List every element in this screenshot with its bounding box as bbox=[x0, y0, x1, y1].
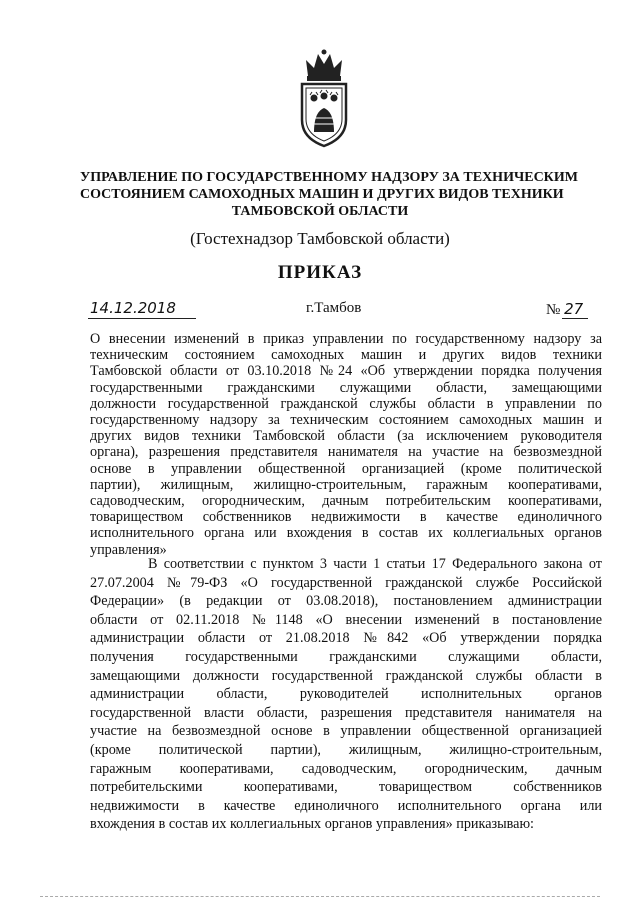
body-line: области от 02.11.2018 №1148 «О внесении изменений в постановление bbox=[90, 611, 602, 628]
subject-line: государственными гражданскими служащими области, замещающими bbox=[90, 379, 602, 396]
subject-line: техническим состоянием самоходных машин и других видов техники bbox=[90, 347, 602, 364]
body-line: 27.07.2004 №79-ФЗ «О государственной гражданской службе Российской bbox=[90, 574, 602, 591]
page-bottom-divider bbox=[40, 896, 600, 897]
document-subject bbox=[90, 331, 602, 558]
body-line: государственной власти области, разрешения представителя нанимателя на bbox=[90, 704, 602, 721]
body-line: вхождения в состав их коллегиальных органов управления» приказываю: bbox=[90, 816, 534, 833]
subject-line: товариществом собственников недвижимости в качестве единоличного bbox=[90, 509, 602, 526]
organization-name-line: СОСТОЯНИЕМ САМОХОДНЫХ МАШИН И ДРУГИХ ВИДОВ ТЕХНИКИ bbox=[80, 187, 564, 202]
coat-of-arms-tambov-emblem bbox=[296, 46, 352, 150]
body-line: В соответствии с пунктом 3 части 1 статьи 17 Федерального закона от bbox=[148, 556, 602, 572]
subject-line: должности государственной гражданской службы области в управлении по bbox=[90, 395, 602, 412]
subject-line: исполнительного органа или вхождения в состав их коллегиальных органов bbox=[90, 525, 602, 542]
number-underline bbox=[562, 318, 588, 319]
subject-line: садоводческим, огородническим, дачным потребительским кооперативами, bbox=[90, 493, 602, 510]
document-body bbox=[90, 555, 602, 834]
subject-line: О внесении изменений в приказ управлении по государственному надзору за bbox=[90, 331, 602, 347]
body-line: Федерации» (в редакции от 03.08.2018), постановлением администрации bbox=[90, 593, 602, 610]
body-line: администрации области от 21.08.2018 №842 «Об утверждении порядка bbox=[90, 630, 602, 647]
body-line: замещающими должности государственной гражданской службы области в bbox=[90, 667, 602, 684]
number-prefix: № bbox=[546, 302, 561, 318]
subject-line: других видов техники Тамбовской области (за исключением руководителя bbox=[90, 428, 602, 445]
organization-name-line: УПРАВЛЕНИЕ ПО ГОСУДАРСТВЕННОМУ НАДЗОРУ ЗА ТЕХНИЧЕСКИМ bbox=[80, 170, 578, 185]
document-city: г.Тамбов bbox=[306, 300, 362, 316]
body-line: (кроме политической партии), жилищным, жилищно-строительным, bbox=[90, 741, 602, 758]
subject-line: партии), жилищным, жилищно-строительным, гаражным кооперативами, bbox=[90, 476, 602, 493]
date-underline bbox=[88, 318, 196, 319]
number-value: 27 bbox=[564, 300, 584, 318]
body-line: участие на безвозмездной основе в управлении общественной организацией bbox=[90, 723, 602, 740]
subject-line: основе в управлении общественной организацией (кроме политической bbox=[90, 460, 602, 477]
body-line: недвижимости в качестве единоличного исполнительного органа или bbox=[90, 797, 602, 814]
subject-line: Тамбовской области от 03.10.2018 №24 «Об утверждении порядка получения bbox=[90, 363, 602, 380]
body-line: потребительскими кооперативами, товариществом собственников bbox=[90, 779, 602, 796]
organization-name bbox=[80, 169, 578, 220]
organization-name-line: ТАМБОВСКОЙ ОБЛАСТИ bbox=[231, 204, 409, 219]
subject-line: управления» bbox=[90, 541, 167, 558]
subject-line: государственному надзору за техническим состоянием самоходных машин и bbox=[90, 412, 602, 429]
document-number bbox=[546, 300, 583, 319]
document-type-title: ПРИКАЗ bbox=[277, 262, 363, 283]
body-line: гаражным кооперативами, садоводческим, огородническим, дачным bbox=[90, 760, 602, 777]
subject-line: органа), разрешения представителя нанимателя на участие на безвозмездной bbox=[90, 444, 602, 461]
body-line: получения государственными гражданскими служащими области, bbox=[90, 648, 602, 665]
document-date: 14.12.2018 bbox=[90, 299, 176, 317]
body-line: администрации области, руководителей исполнительных органов bbox=[90, 686, 602, 703]
organization-short-name: (Гостехнадзор Тамбовской области) bbox=[190, 229, 450, 248]
